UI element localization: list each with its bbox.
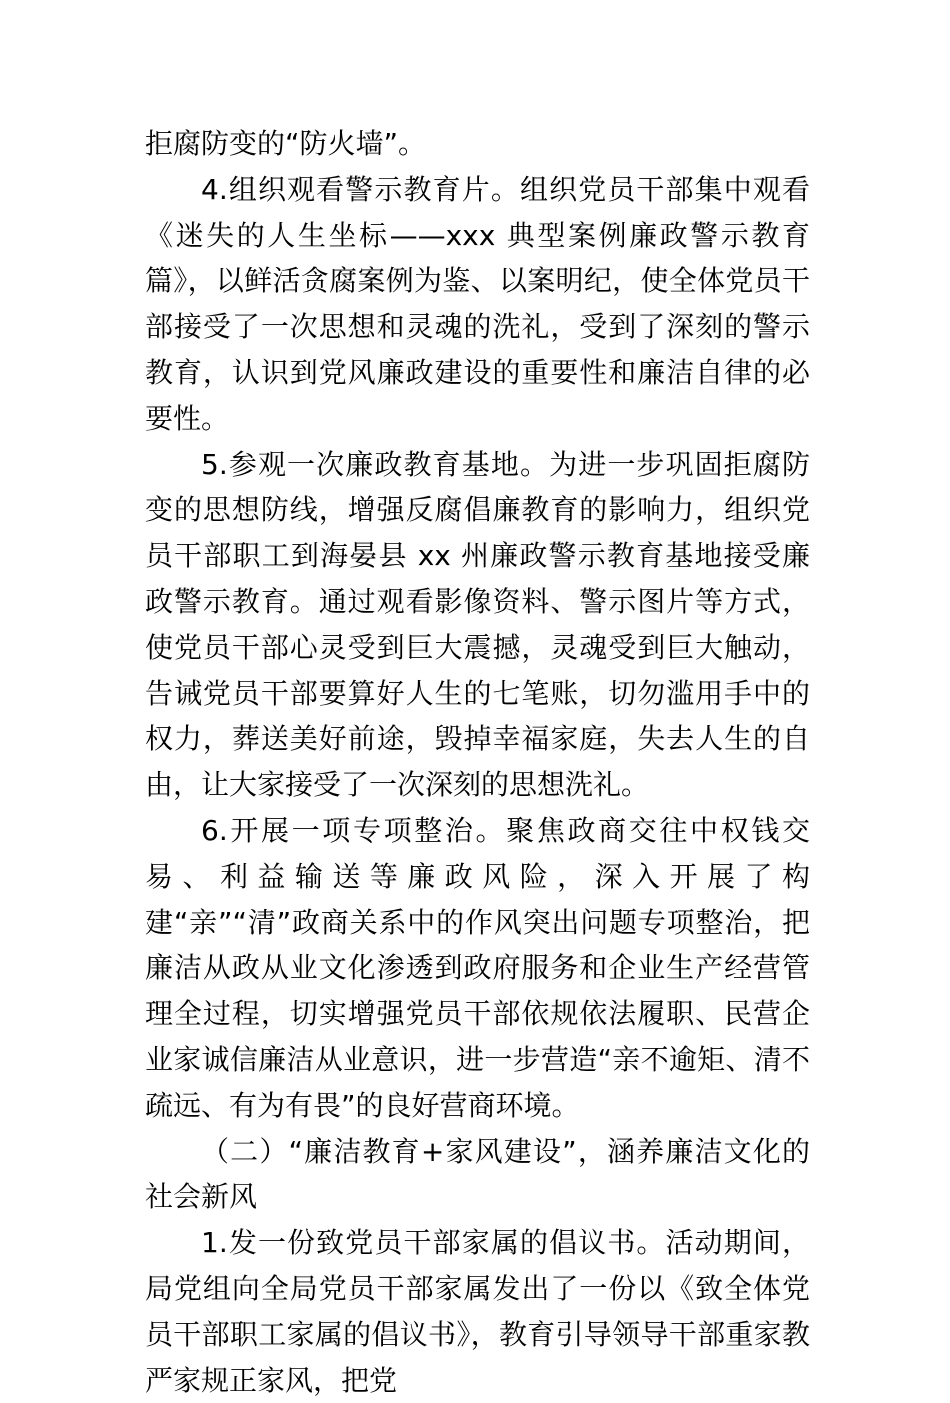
paragraph-special-rectification: 6.开展一项专项整治。聚焦政商交往中权钱交易、利益输送等廉政风险，深入开展了构建“亲”“清”政商关系中的作风突出问题专项整治，把廉洁从政从业文化渗透到政府服务和企业生产经营管理全过程，切实增强党员干部依规依法履职、民营企业家诚信廉洁从业意识，进一步营造“亲不逾矩、清不疏远、有为有畏”的良好营商环境。 (145, 813, 810, 1122)
section-heading-family-style: （二）“廉洁教育+家风建设”，涵养廉洁文化的社会新风 (145, 1134, 810, 1214)
paragraph-continuation: 拒腐防变的“防火墙”。 (145, 127, 427, 160)
paragraph-proposal-letter: 1.发一份致党员干部家属的倡议书。活动期间，局党组向全局党员干部家属发出了一份以《致全体党员干部职工家属的倡议书》，教育引导领导干部重家教严家规正家风，把党 (145, 1226, 810, 1397)
paragraph-warning-film: 4.组织观看警示教育片。组织党员干部集中观看《迷失的人生坐标——xxx 典型案例廉政警示教育篇》，以鲜活贪腐案例为鉴、以案明纪，使全体党员干部接受了一次思想和灵魂的洗礼，受到了深刻的警示教育，认识到党风廉政建设的重要性和廉洁自律的必要性。 (145, 172, 810, 435)
paragraph-education-base: 5.参观一次廉政教育基地。为进一步巩固拒腐防变的思想防线，增强反腐倡廉教育的影响力，组织党员干部职工到海晏县 xx 州廉政警示教育基地接受廉政警示教育。通过观看影像资料、警示图片等方式，使党员干部心灵受到巨大震撼，灵魂受到巨大触动，告诫党员干部要算好人生的七笔账，切勿滥用手中的权力，葬送美好前途，毁掉幸福家庭，失去人生的自由，让大家接受了一次深刻的思想洗礼。 (145, 447, 810, 802)
document-body (145, 121, 810, 1403)
